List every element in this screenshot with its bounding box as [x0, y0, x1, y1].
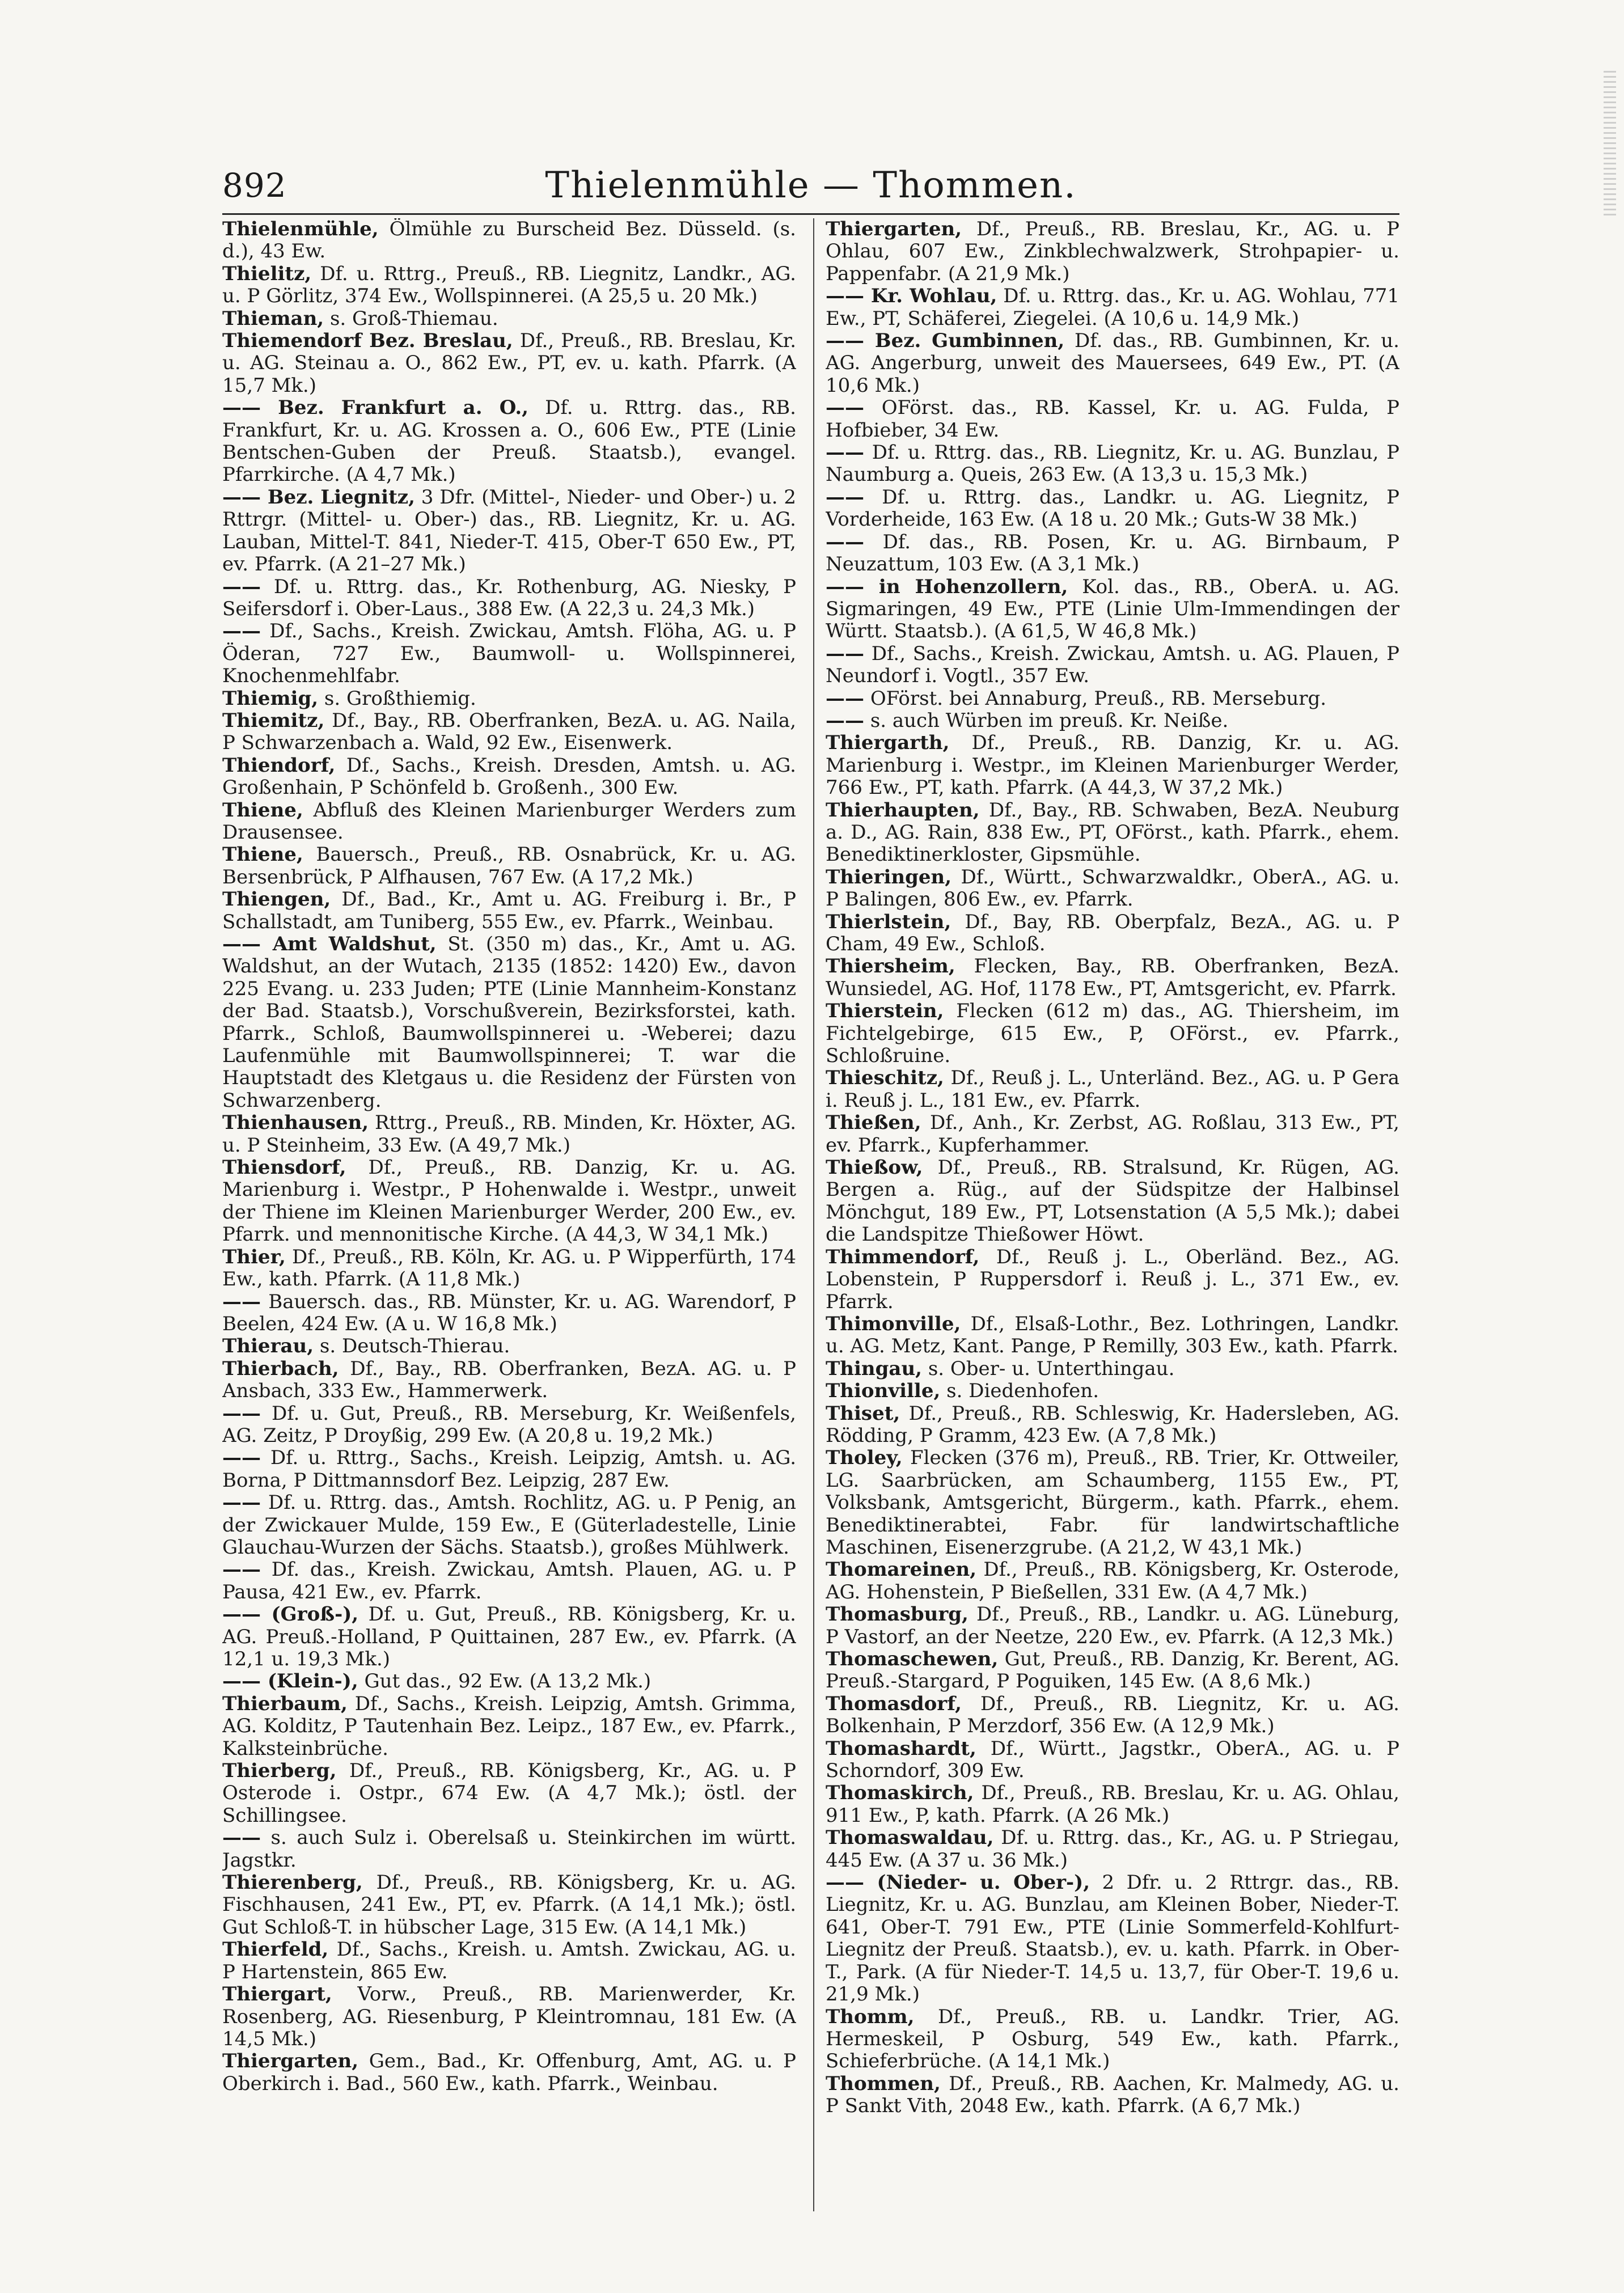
- entry-text: Rttrg., Preuß., RB. Minden, Kr. Höxter, AG. u. P Steinheim, 33 Ew. (A 49,7 Mk.): [222, 1111, 796, 1157]
- entry: [826, 1782, 1399, 1827]
- entry-headword: ——: [826, 687, 864, 710]
- entry-headword: Thierbaum,: [222, 1692, 348, 1715]
- entry: [222, 397, 796, 486]
- entry-text: Df., Preuß., RB. u. Landkr. Trier, AG. Hermeskeil, P Osburg, 549 Ew., kath. Pfarrk., Schieferbrüche. (A 14,1 Mk.): [826, 2005, 1399, 2073]
- entry-headword: Thiemendorf Bez. Breslau,: [222, 329, 513, 353]
- entry: [222, 1335, 796, 1357]
- entry-headword: Thomasburg,: [826, 1603, 969, 1626]
- entry-headword: ——: [826, 485, 864, 509]
- entry: [222, 308, 796, 330]
- entry-text: Df. u. Gut, Preuß., RB. Königsberg, Kr. u. AG. Preuß.-Holland, P Quittainen, 287 Ew., ev. Pfarrk. (A 12,1 u. 19,3 Mk.): [222, 1603, 796, 1670]
- entry-headword: Thomareinen,: [826, 1558, 977, 1581]
- entry: [826, 1872, 1399, 2006]
- entry-headword: Thiendorf,: [222, 754, 336, 777]
- entry: [826, 866, 1399, 911]
- entry-text: s. Deutsch-Thierau.: [319, 1335, 510, 1358]
- entry-text: Df., Bad., Kr., Amt u. AG. Freiburg i. Br., P Schallstadt, am Tuniberg, 555 Ew., ev. Pfarrk., Weinbau.: [222, 888, 796, 933]
- entry: [222, 1492, 796, 1559]
- entry-text: Df., Preuß., RB. Königsberg, Kr., AG. u. P Osterode i. Ostpr., 674 Ew. (A 4,7 Mk.); östl. der Schillingsee.: [222, 1759, 796, 1827]
- entry-text: Df., Preuß., RB. Breslau, Kr., AG. u. P Ohlau, 607 Ew., Zinkblechwalzwerk, Strohpapier- u. Pappenfabr. (A 21,9 Mk.): [826, 218, 1399, 285]
- entry-headword: Thiersheim,: [826, 955, 955, 978]
- entry-headword: Thomaswaldau,: [826, 1826, 994, 1850]
- left-column: [222, 218, 796, 2214]
- entry: [222, 755, 796, 799]
- entry: [826, 710, 1399, 732]
- column-divider: [813, 218, 814, 2211]
- entry: [222, 576, 796, 621]
- entry-text: Df., Preuß., RB. Danzig, Kr. u. AG. Marienburg i. Westpr., im Kleinen Marienburger Werder, 766 Ew., PT, kath. Pfarrk. (A 44,3, W 37,2 Mk.): [826, 731, 1399, 799]
- entry: [222, 688, 796, 710]
- right-column: [826, 218, 1399, 2214]
- entry-headword: Thiensdorf,: [222, 1156, 346, 1179]
- entry-headword: Thomm,: [826, 2005, 915, 2028]
- entry: [826, 1604, 1399, 1648]
- entry: [222, 844, 796, 889]
- entry-headword: Thiemitz,: [222, 709, 325, 732]
- entry: [826, 1067, 1399, 1112]
- entry-text: s. Großthiemig.: [324, 687, 476, 710]
- entry-text: Df., Württ., Jagstkr., OberA., AG. u. P Schorndorf, 309 Ew.: [826, 1737, 1399, 1783]
- entry-headword: Thierenberg,: [222, 1871, 363, 1894]
- entry-headword: Tholey,: [826, 1446, 903, 1470]
- entry-headword: Thierlstein,: [826, 910, 951, 933]
- entry: [222, 889, 796, 933]
- entry-headword: Thionville,: [826, 1380, 941, 1403]
- entry: [222, 1872, 796, 1939]
- entry: [222, 330, 796, 397]
- entry-headword: ——: [826, 530, 864, 553]
- entry-headword: ——: [222, 575, 261, 598]
- entry-headword: Thießow,: [826, 1156, 923, 1179]
- entry-headword: Thomaschewen,: [826, 1648, 999, 1670]
- entry-headword: Thimmendorf,: [826, 1245, 980, 1268]
- entry-text: Flecken, Bay., RB. Oberfranken, BezA. Wunsiedel, AG. Hof, 1178 Ew., PT, Amtsgericht, ev. Pfarrk.: [826, 955, 1399, 1000]
- entry-headword: ——: [826, 642, 864, 665]
- entry-text: Flecken (376 m), Preuß., RB. Trier, Kr. Ottweiler, LG. Saarbrücken, am Schaumberg, 1155 Ew., PT, Volksbank, Amtsgericht, Bürgerm., kath. Pfarrk., ehem. Benediktinerabtei, Fabr. für landwirtschaftliche Maschinen, Eisenerzgrube. (A 21,2, W 43,1 Mk.): [826, 1446, 1399, 1559]
- entry-headword: Thieringen,: [826, 865, 952, 889]
- entry-headword: Thiergarten,: [826, 218, 962, 240]
- entry-headword: ——: [826, 709, 864, 732]
- entry-text: Df., Sachs., Kreish. Zwickau, Amtsh. u. AG. Plauen, P Neundorf i. Vogtl., 357 Ew.: [826, 642, 1399, 688]
- entry: [826, 1827, 1399, 1872]
- entry-text: OFörst. bei Annaburg, Preuß., RB. Merseburg.: [870, 687, 1327, 710]
- entry: [826, 1559, 1399, 1604]
- entry: [826, 643, 1399, 688]
- entry: [222, 1246, 796, 1291]
- entry-text: 3 Dfr. (Mittel-, Nieder- und Ober-) u. 2 Rttrgr. (Mittel- u. Ober-) das., RB. Liegnitz, Kr. u. AG. Lauban, Mittel-T. 841, Nieder-T. 415, Ober-T 650 Ew., PT, ev. Pfarrk. (A 21–27 Mk.): [222, 485, 796, 576]
- entry: [222, 1559, 796, 1604]
- entry: [826, 1157, 1399, 1246]
- entry-headword: ——: [826, 441, 864, 464]
- entry-text: Bauersch. das., RB. Münster, Kr. u. AG. Warendorf, P Beelen, 424 Ew. (A u. W 16,8 Mk.): [222, 1290, 796, 1335]
- entry-text: Df. u. Rttrg. das., Kr. u. AG. Wohlau, 771 Ew., PT, Schäferei, Ziegelei. (A 10,6 u. 14,9 Mk.): [826, 285, 1399, 330]
- entry-text: Df. u. Rttrg. das., RB. Frankfurt, Kr. u. AG. Krossen a. O., 606 Ew., PTE (Linie Bentschen-Guben der Preuß. Staatsb.), evangel. Pfarrkirche. (A 4,7 Mk.): [222, 396, 796, 486]
- entry: [826, 397, 1399, 442]
- entry-headword: Thingau,: [826, 1357, 923, 1380]
- entry-headword: ——: [826, 396, 864, 420]
- entry-text: Df., Bay., RB. Oberfranken, BezA. AG. u. P Ansbach, 333 Ew., Hammerwerk.: [222, 1357, 796, 1403]
- entry: [222, 218, 796, 263]
- entry: [826, 1738, 1399, 1783]
- entry-headword: Thierhaupten,: [826, 798, 980, 822]
- entry-headword: Thomasdorf,: [826, 1692, 962, 1715]
- entry: [222, 799, 796, 844]
- entry: [826, 1403, 1399, 1448]
- entry-text: Df., Bay, RB. Oberpfalz, BezA., AG. u. P Cham, 49 Ew., Schloß.: [826, 910, 1399, 955]
- entry: [826, 330, 1399, 397]
- entry: [222, 710, 796, 755]
- entry-text: Df., Anh., Kr. Zerbst, AG. Roßlau, 313 Ew., PT, ev. Pfarrk., Kupferhammer.: [826, 1111, 1399, 1157]
- entry-headword: Thier,: [222, 1245, 286, 1268]
- entry-headword: —— Bez. Gumbinnen,: [826, 329, 1065, 353]
- entry-headword: Thierau,: [222, 1335, 314, 1358]
- entry-text: Df., Bay., RB. Oberfranken, BezA. u. AG. Naila, P Schwarzenbach a. Wald, 92 Ew., Eisenwerk.: [222, 709, 796, 755]
- entry: [826, 1246, 1399, 1313]
- entry: [826, 1112, 1399, 1157]
- entry-text: Df., Bay., RB. Schwaben, BezA. Neuburg a. D., AG. Rain, 838 Ew., PT, OFörst., kath. Pfarrk., ehem. Benediktinerkloster, Gipsmühle.: [826, 798, 1399, 866]
- entry-headword: Thiene,: [222, 843, 303, 866]
- entry-headword: Thierbach,: [222, 1357, 339, 1380]
- entry-headword: Thomashardt,: [826, 1737, 976, 1760]
- entry-headword: Thiene,: [222, 798, 303, 822]
- entry-headword: —— Bez. Frankfurt a. O.,: [222, 396, 528, 420]
- entry-headword: Thienhausen,: [222, 1111, 369, 1135]
- entry: [826, 1380, 1399, 1402]
- entry-text: Df. u. Rttrg. das., Kr. Rothenburg, AG. Niesky, P Seifersdorf i. Ober-Laus., 388 Ew. (A 22,3 u. 24,3 Mk.): [222, 575, 796, 620]
- entry-text: Df. das., RB. Gumbinnen, Kr. u. AG. Angerburg, unweit des Mauersees, 649 Ew., PT. (A 10,6 Mk.): [826, 329, 1399, 397]
- entry-text: Df., Preuß., RB. Königsberg, Kr. u. AG. Fischhausen, 241 Ew., PT, ev. Pfarrk. (A 14,1 Mk.); östl. Gut Schloß-T. in hübscher Lage, 315 Ew. (A 14,1 Mk.): [222, 1871, 796, 1939]
- entry-text: s. auch Sulz i. Oberelsaß u. Steinkirchen im württ. Jagstkr.: [222, 1826, 796, 1872]
- entry-headword: ——: [222, 1491, 261, 1514]
- entry: [222, 1604, 796, 1670]
- entry: [826, 285, 1399, 330]
- entry-text: s. Groß-Thiemau.: [329, 307, 498, 330]
- entry-headword: Thiset,: [826, 1402, 900, 1425]
- entry: [222, 1760, 796, 1827]
- entry-text: Df., Württ., Schwarzwaldkr., OberA., AG. u. P Balingen, 806 Ew., ev. Pfarrk.: [826, 865, 1399, 911]
- entry: [826, 576, 1399, 643]
- entry-text: Df. u. Rttrg. das., Landkr. u. AG. Liegnitz, P Vorderheide, 163 Ew. (A 18 u. 20 Mk.; Guts-W 38 Mk.): [826, 485, 1399, 531]
- entry-headword: —— (Klein-),: [222, 1670, 358, 1693]
- header-rule: [222, 213, 1399, 215]
- entry: [826, 442, 1399, 486]
- entry-text: Df., Preuß., RB. Breslau, Kr. u. AG. Steinau a. O., 862 Ew., PT, ev. u. kath. Pfarrk. (A 15,7 Mk.): [222, 329, 796, 397]
- entry-headword: Thiengen,: [222, 888, 331, 911]
- entry: [222, 933, 796, 1112]
- entry-text: Ölmühle zu Burscheid Bez. Düsseld. (s. d.), 43 Ew.: [222, 218, 796, 263]
- entry: [222, 1291, 796, 1336]
- entry: [826, 799, 1399, 866]
- entry-text: Df., Preuß., RB. Schleswig, Kr. Hadersleben, AG. Rödding, P Gramm, 423 Ew. (A 7,8 Mk.): [826, 1402, 1399, 1447]
- entry-headword: Thierstein,: [826, 1000, 944, 1023]
- entry-headword: Thieman,: [222, 307, 324, 330]
- entry-text: Df. u. Rttrg., Sachs., Kreish. Leipzig, Amtsh. u. AG. Borna, P Dittmannsdorf Bez. Leipzig, 287 Ew.: [222, 1446, 796, 1492]
- entry-headword: Thielenmühle,: [222, 218, 379, 240]
- page-header: [222, 160, 1399, 210]
- entry: [222, 1670, 796, 1693]
- entry-text: Df. u. Rttrg. das., RB. Liegnitz, Kr. u. AG. Bunzlau, P Naumburg a. Queis, 263 Ew. (A 13,3 u. 15,3 Mk.): [826, 441, 1399, 486]
- entry: [222, 263, 796, 308]
- entry: [222, 1827, 796, 1872]
- entry-text: 2 Dfr. u. 2 Rttrgr. das., RB. Liegnitz, Kr. u. AG. Bunzlau, am Kleinen Bober, Nieder-T. 641, Ober-T. 791 Ew., PTE (Linie Sommerfeld-Kohlfurt-Liegnitz der Preuß. Staatsb.), ev. u. kath. Pfarrk. in Ober-T., Park. (A für Nieder-T. 14,5 u. 13,7, für Ober-T. 19,6 u. 21,9 Mk.): [826, 1871, 1399, 2006]
- entry-text: Df., Preuß., RB., Landkr. u. AG. Lüneburg, P Vastorf, an der Neetze, 220 Ew., ev. Pfarrk. (A 12,3 Mk.): [826, 1603, 1399, 1648]
- entry-headword: ——: [222, 1402, 261, 1425]
- entry-text: Flecken (612 m) das., AG. Thiersheim, im Fichtelgebirge, 615 Ew., P, OFörst., ev. Pfarrk., Schloßruine.: [826, 1000, 1399, 1068]
- entry-text: Df. das., Kreish. Zwickau, Amtsh. Plauen, AG. u. P Pausa, 421 Ew., ev. Pfarrk.: [222, 1558, 796, 1604]
- entry: [222, 2050, 796, 2095]
- entry-headword: Thommen,: [826, 2072, 941, 2095]
- entry: [826, 486, 1399, 531]
- entry-text: Df., Preuß., RB. Liegnitz, Kr. u. AG. Bolkenhain, P Merzdorf, 356 Ew. (A 12,9 Mk.): [826, 1692, 1399, 1738]
- entry-headword: Thomaskirch,: [826, 1782, 974, 1805]
- entry-text: St. (350 m) das., Kr., Amt u. AG. Waldshut, an der Wutach, 2135 (1852: 1420) Ew., davon 225 Evang. u. 233 Juden; PTE (Linie Mannheim-Konstanz der Bad. Staatsb.), Vorschußverein, Bezirksforstei, kath. Pfarrk., Schloß, Baumwollspinnerei u. -Weberei; dazu Laufenmühle mit Baumwollspinnerei; T. war die Hauptstadt des Kletgaus u. die Residenz der Fürsten von Schwarzenberg.: [222, 933, 796, 1112]
- entry-headword: —— (Groß-),: [222, 1603, 359, 1626]
- entry: [826, 1648, 1399, 1693]
- entry: [826, 2073, 1399, 2118]
- entry-headword: Thierfeld,: [222, 1938, 329, 1961]
- entry-text: Df., Preuß., RB. Köln, Kr. AG. u. P Wipperfürth, 174 Ew., kath. Pfarrk. (A 11,8 Mk.): [222, 1245, 796, 1291]
- entry-text: s. auch Würben im preuß. Kr. Neiße.: [870, 709, 1229, 732]
- entry-text: Df. u. Rttrg. das., Amtsh. Rochlitz, AG. u. P Penig, an der Zwickauer Mulde, 159 Ew., E (Güterladestelle, Linie Glauchau-Wurzen der Sächs. Staatsb.), großes Mühlwerk.: [222, 1491, 796, 1559]
- entry-text: Df., Reuß j. L., Unterländ. Bez., AG. u. P Gera i. Reuß j. L., 181 Ew., ev. Pfarrk.: [826, 1067, 1399, 1112]
- entry: [222, 486, 796, 576]
- entry-text: Df., Preuß., RB. Stralsund, Kr. Rügen, AG. Bergen a. Rüg., auf der Südspitze der Halbinsel Mönchgut, 189 Ew., PT, Lotsenstation (A 5,5 Mk.); dabei die Landspitze Thießower Höwt.: [826, 1156, 1399, 1246]
- entry-headword: ——: [222, 620, 261, 643]
- entry-headword: Thiergarth,: [826, 731, 950, 755]
- entry: [222, 620, 796, 687]
- entry: [826, 1447, 1399, 1559]
- entry-text: Df. u. Rttrg. das., Kr., AG. u. P Striegau, 445 Ew. (A 37 u. 36 Mk.): [826, 1826, 1399, 1872]
- entry: [826, 531, 1399, 576]
- entry-headword: ——: [222, 1558, 261, 1581]
- entry-text: Df., Reuß j. L., Oberländ. Bez., AG. Lobenstein, P Ruppersdorf i. Reuß j. L., 371 Ew., ev. Pfarrk.: [826, 1245, 1399, 1313]
- entry-headword: Thiergart,: [222, 1983, 332, 2006]
- entry: [826, 911, 1399, 956]
- entry-headword: Thiemig,: [222, 687, 319, 710]
- entry: [826, 732, 1399, 799]
- entry: [826, 1358, 1399, 1380]
- entry: [826, 688, 1399, 710]
- entry-text: Df., Preuß., RB. Breslau, Kr. u. AG. Ohlau, 911 Ew., P, kath. Pfarrk. (A 26 Mk.): [826, 1782, 1399, 1827]
- entry-text: OFörst. das., RB. Kassel, Kr. u. AG. Fulda, P Hofbieber, 34 Ew.: [826, 396, 1399, 442]
- entry-text: Gut, Preuß., RB. Danzig, Kr. Berent, AG. Preuß.-Stargard, P Poguiken, 145 Ew. (A 8,6 Mk.): [826, 1648, 1399, 1693]
- entry-text: Gem., Bad., Kr. Offenburg, Amt, AG. u. P Oberkirch i. Bad., 560 Ew., kath. Pfarrk., Weinbau.: [222, 2050, 796, 2095]
- entry-text: Gut das., 92 Ew. (A 13,2 Mk.): [364, 1670, 652, 1693]
- entry-text: Df., Preuß., RB. Königsberg, Kr. Osterode, AG. Hohenstein, P Bießellen, 331 Ew. (A 4,7 Mk.): [826, 1558, 1399, 1604]
- page-edge-mark: [1604, 68, 1616, 215]
- entry-headword: Thimonville,: [826, 1312, 961, 1335]
- entry-text: Df., Preuß., RB. Danzig, Kr. u. AG. Marienburg i. Westpr., P Hohenwalde i. Westpr., unweit der Thiene im Kleinen Marienburger Werder, 200 Ew., ev. Pfarrk. und mennonitische Kirche. (A 44,3, W 34,1 Mk.): [222, 1156, 796, 1246]
- entry-text: Df., Sachs., Kreish. Leipzig, Amtsh. Grimma, AG. Kolditz, P Tautenhain Bez. Leipz., 187 Ew., ev. Pfarrk., Kalksteinbrüche.: [222, 1692, 796, 1760]
- entry-text: Df. u. Gut, Preuß., RB. Merseburg, Kr. Weißenfels, AG. Zeitz, P Droyßig, 299 Ew. (A 20,8 u. 19,2 Mk.): [222, 1402, 796, 1447]
- entry: [222, 1403, 796, 1448]
- entry-text: Df., Sachs., Kreish. u. Amtsh. Zwickau, AG. u. P Hartenstein, 865 Ew.: [222, 1938, 796, 1983]
- entry-text: Df., Preuß., RB. Aachen, Kr. Malmedy, AG. u. P Sankt Vith, 2048 Ew., kath. Pfarrk. (A 6,7 Mk.): [826, 2072, 1399, 2118]
- entry: [826, 955, 1399, 1000]
- entry-headword: ——: [222, 1290, 261, 1313]
- entry-headword: ——: [222, 1446, 261, 1470]
- entry-headword: Thiergarten,: [222, 2050, 359, 2073]
- entry: [222, 1157, 796, 1246]
- entry-text: Df., Elsaß-Lothr., Bez. Lothringen, Landkr. u. AG. Metz, Kant. Pange, P Remilly, 303 Ew., kath. Pfarrk.: [826, 1312, 1399, 1358]
- page-number: 892: [222, 166, 287, 205]
- entry-text: Abfluß des Kleinen Marienburger Werders zum Drausensee.: [222, 798, 796, 844]
- entry-headword: Thierberg,: [222, 1759, 337, 1783]
- entry-text: Bauersch., Preuß., RB. Osnabrück, Kr. u. AG. Bersenbrück, P Alfhausen, 767 Ew. (A 17,2 Mk.): [222, 843, 796, 889]
- entry-text: Df., Sachs., Kreish. Dresden, Amtsh. u. AG. Großenhain, P Schönfeld b. Großenh., 300 Ew.: [222, 754, 796, 799]
- entry-text: Df., Sachs., Kreish. Zwickau, Amtsh. Flöha, AG. u. P Öderan, 727 Ew., Baumwoll- u. Wollspinnerei, Knochenmehlfabr.: [222, 620, 796, 688]
- entry-headword: Thieschitz,: [826, 1067, 944, 1090]
- entry: [826, 218, 1399, 285]
- entry-text: Kol. das., RB., OberA. u. AG. Sigmaringen, 49 Ew., PTE (Linie Ulm-Immendingen der Württ. Staatsb.). (A 61,5, W 46,8 Mk.): [826, 575, 1399, 643]
- entry-headword: —— Bez. Liegnitz,: [222, 485, 415, 509]
- entry-text: s. Ober- u. Unterthingau.: [928, 1357, 1175, 1380]
- entry: [826, 1000, 1399, 1067]
- entry: [826, 1313, 1399, 1358]
- entry-headword: ——: [222, 1826, 261, 1850]
- entry-headword: —— in Hohenzollern,: [826, 575, 1068, 598]
- entry-text: s. Diedenhofen.: [946, 1380, 1099, 1403]
- entry-headword: Thielitz,: [222, 262, 312, 285]
- entry: [222, 1939, 796, 1983]
- running-head: Thielenmühle — Thommen.: [545, 164, 1077, 206]
- entry: [222, 1112, 796, 1157]
- entry-headword: —— (Nieder- u. Ober-),: [826, 1871, 1090, 1894]
- entry-headword: —— Kr. Wohlau,: [826, 285, 997, 308]
- entry-headword: Thießen,: [826, 1111, 921, 1135]
- entry: [222, 1693, 796, 1760]
- entry: [222, 1447, 796, 1492]
- entry: [826, 1693, 1399, 1738]
- entry-text: Vorw., Preuß., RB. Marienwerder, Kr. Rosenberg, AG. Riesenburg, P Kleintromnau, 181 Ew. (A 14,5 Mk.): [222, 1983, 796, 2050]
- entry: [222, 1983, 796, 2050]
- entry-headword: —— Amt Waldshut,: [222, 933, 437, 955]
- entry: [222, 1358, 796, 1403]
- entry-text: Df. u. Rttrg., Preuß., RB. Liegnitz, Landkr., AG. u. P Görlitz, 374 Ew., Wollspinnerei. (A 25,5 u. 20 Mk.): [222, 262, 796, 308]
- entry-text: Df. das., RB. Posen, Kr. u. AG. Birnbaum, P Neuzattum, 103 Ew. (A 3,1 Mk.): [826, 530, 1399, 576]
- entry: [826, 2006, 1399, 2073]
